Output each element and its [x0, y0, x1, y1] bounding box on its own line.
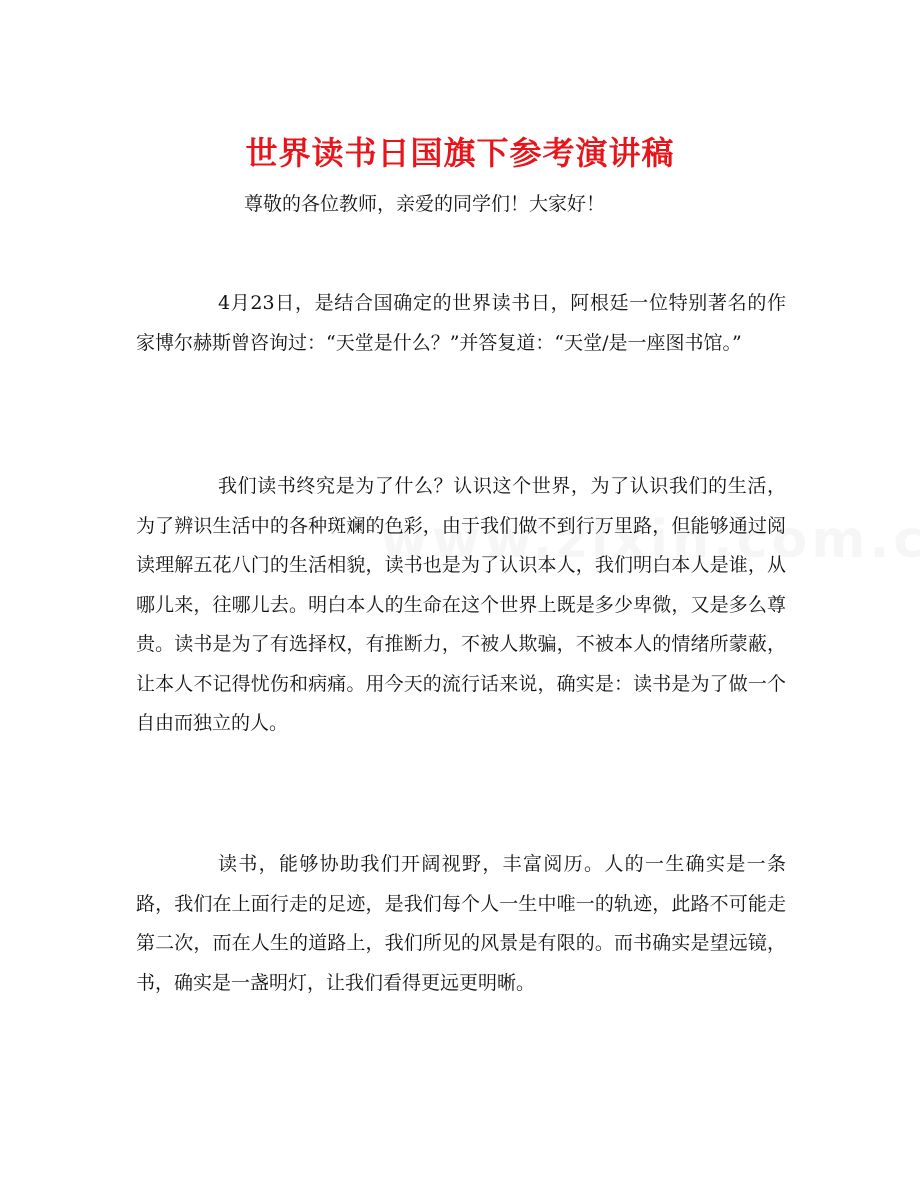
greeting-line: 尊敬的各位教师，亲爱的同学们！大家好！	[244, 193, 606, 215]
document-title: 世界读书日国旗下参考演讲稿	[245, 134, 675, 172]
paragraph-2: 我们读书终究是为了什么？认识这个世界，为了认识我们的生活，为了辨识生活中的各种斑斓的色彩，由于我们做不到行万里路，但能够通过阅读理解五花八门的生活相貌，读书也是为了认识本人，我们明白本人是谁，从哪儿来，往哪儿去。明白本人的生命在这个世界上既是多少卑微，又是多么尊贵。读书是为了有选择权，有推断力，不被人欺骗，不被本人的情绪所蒙蔽，让本人不记得忧伤和病痛。用今天的流行话来说，确实是：读书是为了做一个自由而独立的人。	[136, 475, 786, 734]
paragraph-3: 读书，能够协助我们开阔视野，丰富阅历。人的一生确实是一条路，我们在上面行走的足迹，是我们每个人一生中唯一的轨迹，此路不可能走第二次，而在人生的道路上，我们所见的风景是有限的。而书确实是望远镜，书，确实是一盏明灯，让我们看得更远更明晰。	[136, 853, 786, 994]
paragraph-1: 4月23日，是结合国确定的世界读书日，阿根廷一位特别著名的作家博尔赫斯曾咨询过：“天堂是什么？”并答复道：“天堂/是一座图书馆。”	[136, 292, 786, 354]
